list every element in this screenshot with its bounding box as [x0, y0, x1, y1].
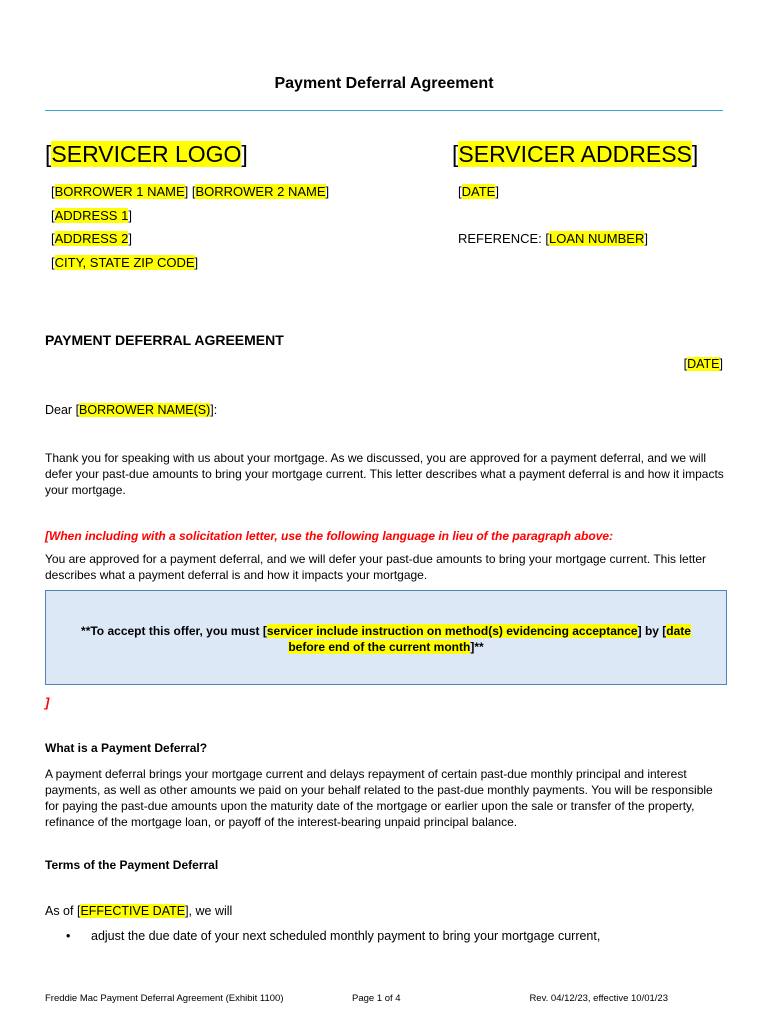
address1-line: [ADDRESS 1]: [51, 207, 132, 223]
borrower-names-placeholder: BORROWER NAME(S): [79, 403, 211, 417]
footer-revision: Rev. 04/12/23, effective 10/01/23: [529, 993, 668, 1004]
agreement-date: [DATE]: [683, 357, 723, 371]
address2: ADDRESS 2: [54, 231, 129, 246]
salutation: [45, 403, 217, 417]
as-of-prefix: As of [: [45, 904, 81, 918]
effective-date-placeholder: EFFECTIVE DATE: [80, 904, 186, 918]
document-title: Payment Deferral Agreement: [274, 75, 494, 92]
intro-paragraph: Thank you for speaking with us about your mortgage. As we discussed, you are approved for a payment deferral, and we will defer your past-due amounts to bring your mortgage current. This letter describes what a payment deferral is and how it impacts your mortgage.: [45, 451, 724, 497]
bracket-close: ]: [691, 141, 699, 167]
closing-bracket: ]: [45, 695, 50, 710]
servicer-logo-text: SERVICER LOGO: [51, 141, 242, 167]
footer-left: Freddie Mac Payment Deferral Agreement (Exhibit 1100): [45, 993, 284, 1004]
callout-date: date before end of the current month: [288, 624, 691, 654]
servicer-logo-placeholder: [45, 141, 248, 168]
date-placeholder: DATE: [461, 184, 496, 199]
letter-date: [DATE]: [458, 184, 499, 199]
bullet-icon: •: [66, 929, 71, 943]
borrower-names-line: [BORROWER 1 NAME] [BORROWER 2 NAME]: [51, 184, 330, 199]
bullet-list: [66, 929, 600, 943]
callout-instruction: servicer include instruction on method(s) evidencing acceptance: [266, 624, 638, 638]
terms-heading: Terms of the Payment Deferral: [45, 858, 219, 872]
acceptance-callout: [45, 590, 727, 685]
salutation-prefix: Dear [: [45, 403, 80, 417]
reference-label: REFERENCE: [: [458, 231, 550, 246]
borrower2-name: BORROWER 2 NAME: [195, 184, 326, 199]
date-placeholder: DATE: [687, 357, 720, 371]
callout-middle: ] by [: [637, 624, 667, 638]
recipient-block: [51, 180, 329, 274]
borrower1-name: BORROWER 1 NAME: [54, 184, 185, 199]
page-number: Page 1 of 4: [352, 993, 401, 1004]
address2-line: [ADDRESS 2]: [51, 231, 132, 246]
loan-number-placeholder: LOAN NUMBER: [549, 231, 645, 246]
title-divider: [45, 110, 723, 111]
bracket-close: ]: [644, 231, 648, 246]
solicitation-note: [When including with a solicitation letter, use the following language in lieu of the paragraph above:: [45, 529, 614, 543]
what-is-heading: What is a Payment Deferral?: [45, 741, 208, 755]
section-heading: PAYMENT DEFERRAL AGREEMENT: [45, 332, 284, 348]
callout-text: [66, 623, 706, 655]
as-of-suffix: ], we will: [185, 904, 233, 918]
salutation-suffix: ]:: [210, 403, 218, 417]
city-state-zip-line: [CITY, STATE ZIP CODE]: [51, 254, 199, 270]
bracket-open: [: [45, 141, 52, 167]
reference-line: [458, 227, 648, 251]
alt-paragraph: You are approved for a payment deferral, and we will defer your past-due amounts to bring your mortgage current. This letter describes what a payment deferral is and how it impacts your mortgage.: [45, 552, 707, 582]
what-is-paragraph: A payment deferral brings your mortgage current and delays repayment of certain past-due monthly principal and interest payments, as well as other amounts we paid on your behalf related to the past-due monthly payments. You will be responsible for paying the past-due amounts upon the maturity date of the mortgage or earlier upon the sale or transfer of the property, refinance of the mortgage loan, or payoff of the interest-bearing unpaid principal balance.: [45, 767, 713, 829]
address1: ADDRESS 1: [54, 207, 129, 223]
servicer-address-text: SERVICER ADDRESS: [458, 141, 692, 167]
list-item: [66, 929, 600, 943]
bullet-text: adjust the due date of your next scheduled monthly payment to bring your mortgage current,: [91, 929, 601, 943]
bracket-close: ]: [241, 141, 248, 167]
bracket-open: [: [452, 141, 459, 167]
as-of-line: [45, 904, 232, 918]
callout-prefix: **To accept this offer, you must [: [81, 624, 267, 638]
city-state-zip: CITY, STATE ZIP CODE: [54, 254, 195, 270]
callout-suffix: ]**: [470, 640, 484, 654]
servicer-address-placeholder: [452, 141, 698, 168]
